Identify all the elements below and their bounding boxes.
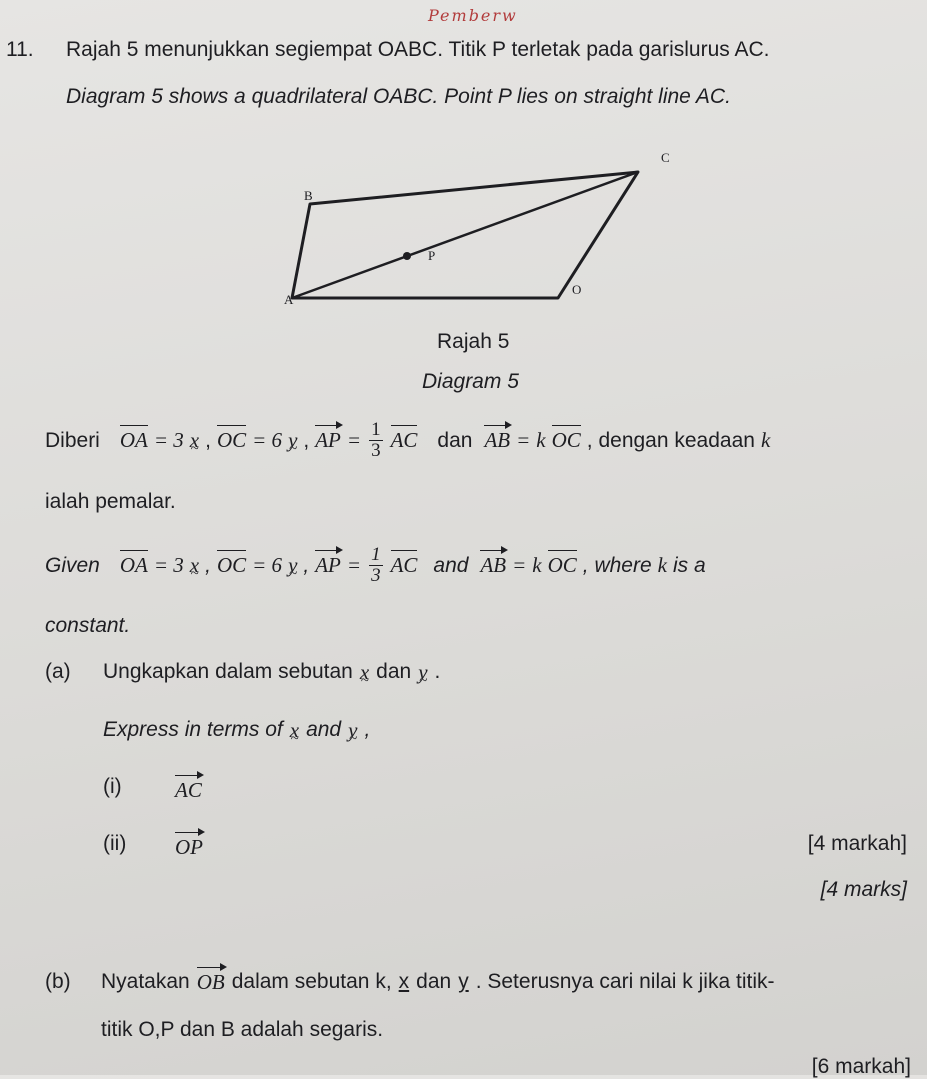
var-x: x ~ [360, 660, 369, 685]
comma: , [205, 553, 211, 577]
part-b-line2: titik O,P dan B adalah segaris. [101, 1018, 384, 1041]
comma: , [303, 553, 310, 577]
line-AC [292, 172, 638, 298]
part-a-marks-english: [4 marks] [820, 878, 907, 901]
part-a-marks-malay: [4 markah] [807, 832, 907, 855]
frac-num: 1 [371, 544, 381, 565]
question-number: 11. [6, 38, 34, 61]
caption-malay: Rajah 5 [437, 330, 510, 353]
vector-OC: OC [547, 553, 577, 577]
part-b-text-1: Nyatakan [101, 970, 190, 993]
vector-AB: AB [480, 553, 507, 577]
var-y: y ~ [348, 718, 357, 743]
part-a-malay-end: . [434, 660, 441, 683]
label-O: O [572, 282, 582, 297]
comma: , [205, 428, 211, 452]
part-a-english-end: , [364, 718, 371, 741]
vector-AC: AC [390, 553, 418, 577]
vector-OB: OB [196, 970, 225, 994]
given-english-intro: Given [45, 553, 100, 577]
stem-malay: Rajah 5 menunjukkan segiempat OABC. Titik P terletak pada garislurus AC. [66, 38, 770, 61]
part-a-english-text: Express in terms of [103, 718, 283, 741]
part-a-english-and: and [306, 718, 342, 741]
var-k: k [536, 428, 546, 452]
label-B: B [304, 188, 313, 203]
given-english-tail: , where [582, 553, 652, 577]
label-C: C [661, 150, 670, 165]
frac-den: 3 [371, 440, 381, 461]
label-A: A [284, 292, 294, 307]
handwritten-note: Pemberw [428, 6, 518, 25]
eq-AP: = [346, 553, 362, 577]
conj-and: and [433, 553, 469, 577]
vector-OA: OA [119, 428, 148, 452]
vector-AP: AP [315, 553, 341, 577]
quadrilateral-diagram [270, 140, 690, 320]
vector-AP: AP [315, 428, 341, 452]
part-a-label: (a) [45, 660, 71, 683]
eq-OA: = 3 [153, 428, 184, 452]
part-a-malay-text: Ungkapkan dalam sebutan [103, 660, 353, 683]
vector-OA: OA [119, 553, 148, 577]
part-b-text-2: dalam sebutan k, [231, 970, 392, 993]
vector-AC: AC [390, 428, 418, 452]
frac-num: 1 [371, 419, 381, 440]
eq-OA: = 3 [153, 553, 184, 577]
caption-english: Diagram 5 [422, 370, 519, 393]
part-b-dan: dan [416, 970, 452, 993]
part-b-label: (b) [45, 970, 71, 993]
vector-OP: OP [175, 835, 203, 859]
var-x: x ~ [190, 553, 199, 578]
var-k: k [532, 553, 542, 577]
part-b-marks-malay: [6 markah] [811, 1055, 911, 1078]
var-y: y ~ [288, 428, 297, 453]
var-y-underlined: y [458, 970, 469, 993]
var-k: k [760, 428, 771, 452]
label-P: P [428, 248, 436, 263]
point-P [403, 252, 411, 260]
var-y: y ~ [288, 553, 297, 578]
fraction-one-third [369, 545, 383, 586]
given-english-line [45, 545, 706, 586]
var-k: k [657, 553, 667, 577]
conj-dan: dan [437, 428, 473, 452]
given-malay-intro: Diberi [45, 428, 100, 452]
eq-OC: = 6 [252, 553, 283, 577]
eq-AB: = [516, 428, 531, 452]
frac-den: 3 [371, 565, 381, 586]
given-malay-line [45, 420, 770, 461]
vector-OC: OC [551, 428, 581, 452]
part-a-malay [103, 660, 440, 685]
var-x: x ~ [290, 718, 299, 743]
part-a-ii-label: (ii) [103, 832, 127, 855]
var-x: x ~ [190, 428, 199, 453]
given-malay-tail: , dengan keadaan [586, 428, 755, 452]
vector-AB: AB [484, 428, 511, 452]
var-x-underlined: x [398, 970, 410, 993]
eq-AP: = [346, 428, 362, 452]
part-a-english [103, 718, 370, 743]
part-b-line1 [101, 970, 774, 995]
stem-english: Diagram 5 shows a quadrilateral OABC. Point P lies on straight line AC. [66, 85, 731, 108]
given-english-line2: constant. [45, 614, 131, 637]
given-english-tail-is: is a [673, 553, 706, 577]
part-b-text-3: . Seterusnya cari nilai k jika titik- [475, 970, 775, 993]
part-a-malay-and: dan [376, 660, 412, 683]
comma: , [303, 428, 310, 452]
eq-OC: = 6 [252, 428, 283, 452]
var-y: y ~ [418, 660, 427, 685]
eq-AB: = [512, 553, 527, 577]
vector-OC: OC [216, 553, 247, 577]
part-a-i-label: (i) [103, 775, 122, 798]
vector-OC: OC [216, 428, 247, 452]
fraction-one-third [369, 420, 383, 461]
given-malay-line2: ialah pemalar. [45, 490, 176, 513]
vector-AC: AC [175, 778, 202, 802]
